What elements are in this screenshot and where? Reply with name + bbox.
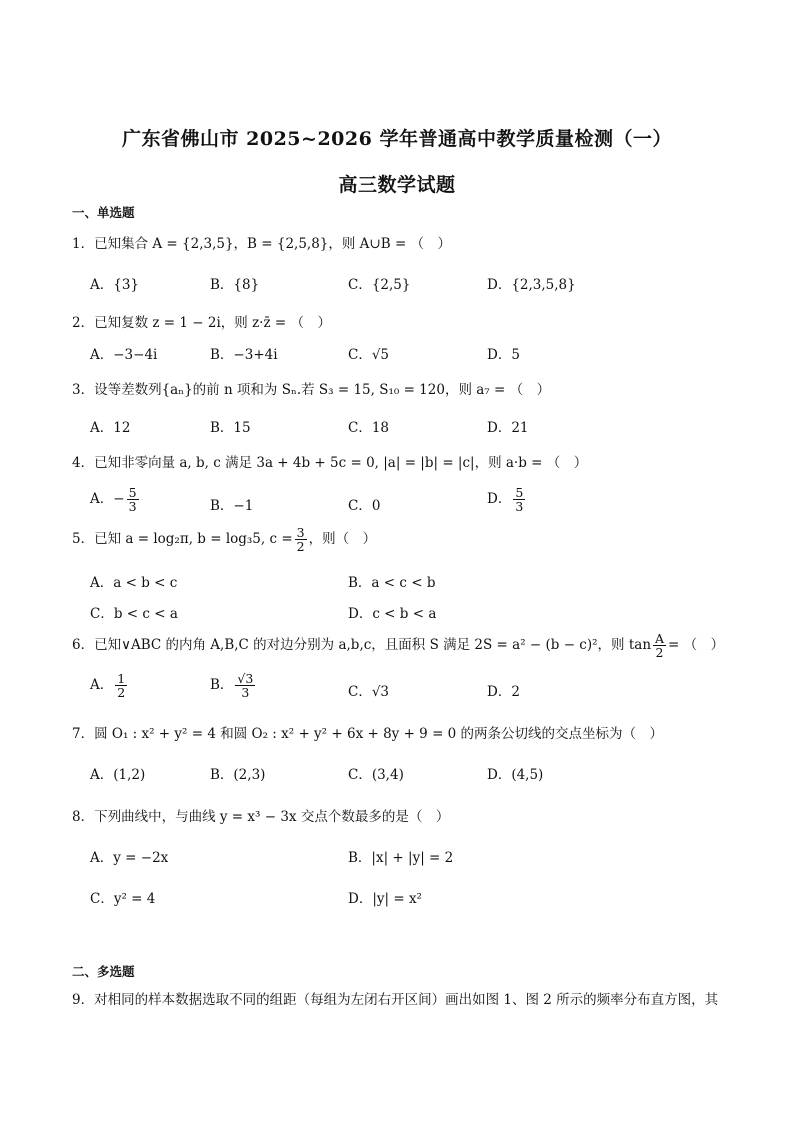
question-2-option-c[interactable]: C．√5 <box>348 347 390 363</box>
question-5-options-row-1 <box>0 571 794 597</box>
question-1-option-a[interactable]: A．{3} <box>90 277 140 293</box>
question-7-stem: 7．圆 O₁ : x² + y² = 4 和圆 O₂ : x² + y² + 6x + 8y + 9 = 0 的两条公切线的交点坐标为（ ） <box>72 726 664 742</box>
question-1-options <box>0 273 794 299</box>
question-5-fraction <box>295 526 307 553</box>
question-2-option-a[interactable]: A．−3−4i <box>90 347 158 363</box>
question-8-option-c[interactable]: C．y² = 4 <box>90 891 156 907</box>
question-4-option-c[interactable]: C．0 <box>348 498 381 514</box>
question-5-stem-start: 5．已知 a = log₂π, b = log₃5, c = <box>72 531 293 548</box>
question-4-option-d-denominator: 3 <box>515 499 524 515</box>
question-7-option-a[interactable]: A．(1,2) <box>90 767 146 783</box>
question-4-option-d-fraction <box>513 486 525 513</box>
question-8-option-a[interactable]: A．y = −2x <box>90 850 169 866</box>
question-5-option-c[interactable]: C．b < c < a <box>90 606 178 622</box>
question-6-option-a-numerator: 1 <box>117 671 126 686</box>
question-4-options <box>0 485 794 515</box>
question-8-option-b[interactable]: B．|x| + |y| = 2 <box>348 850 454 866</box>
question-2-option-d[interactable]: D．5 <box>487 347 520 363</box>
question-5-option-b[interactable]: B．a < c < b <box>348 575 436 591</box>
question-2-options <box>0 343 794 369</box>
question-9-stem: 9．对相同的样本数据选取不同的组距（每组为左闭右开区间）画出如图 1、图 2 所示的频率分布直方图，其 <box>72 992 719 1008</box>
question-7-option-c[interactable]: C．(3,4) <box>348 767 404 783</box>
question-1-stem: 1．已知集合 A = {2,3,5}，B = {2,5,8}，则 A∪B = （ ） <box>72 236 452 252</box>
question-5-denominator: 2 <box>296 539 305 555</box>
question-3-option-d[interactable]: D．21 <box>487 420 529 436</box>
question-6-stem-start: 6．已知∨ABC 的内角 A,B,C 的对边分别为 a,b,c，且面积 S 满足 2S = a² − (b − c)²，则 tan <box>72 637 652 654</box>
question-6-option-a-denominator: 2 <box>117 685 126 701</box>
question-5-stem-end: ，则（ ） <box>308 531 377 548</box>
question-4-option-d-prefix: D． <box>487 491 512 508</box>
question-2-stem: 2．已知复数 z = 1 − 2i，则 z·z̄ = （ ） <box>72 315 331 331</box>
question-8-stem: 8．下列曲线中，与曲线 y = x³ − 3x 交点个数最多的是（ ） <box>72 809 450 825</box>
question-6-numerator: A <box>655 631 665 646</box>
question-4-option-a-denominator: 3 <box>128 499 137 515</box>
question-3-option-b[interactable]: B．15 <box>210 420 251 436</box>
exam-subtitle: 高三数学试题 <box>338 174 456 196</box>
question-1-option-d[interactable]: D．{2,3,5,8} <box>487 277 576 293</box>
question-3-option-c[interactable]: C．18 <box>348 420 390 436</box>
question-4-option-a-fraction <box>127 486 139 513</box>
question-5-option-a[interactable]: A．a < b < c <box>90 575 178 591</box>
question-8-options-row-2 <box>0 887 794 913</box>
question-3-option-a[interactable]: A．12 <box>90 420 131 436</box>
question-4-option-b[interactable]: B．−1 <box>210 498 254 514</box>
question-4-option-a-prefix: A．− <box>90 491 125 508</box>
question-6-option-b-denominator: 3 <box>241 685 250 701</box>
question-8-options-row-1 <box>0 846 794 872</box>
question-5-numerator: 3 <box>296 525 305 540</box>
question-6-option-c[interactable]: C．√3 <box>348 684 390 700</box>
question-2-option-b[interactable]: B．−3+4i <box>210 347 278 363</box>
question-6-denominator: 2 <box>655 645 664 661</box>
exam-title: 广东省佛山市 2025~2026 学年普通高中教学质量检测（一） <box>122 128 672 150</box>
question-6-option-b-fraction <box>235 672 255 699</box>
question-1-option-b[interactable]: B．{8} <box>210 277 260 293</box>
question-4-stem: 4．已知非零向量 a, b, c 满足 3a + 4b + 5c = 0, |a| = |b| = |c|，则 a·b = （ ） <box>72 455 588 471</box>
section-heading-multiple-choice: 二、多选题 <box>72 964 135 979</box>
question-6-options <box>0 671 794 701</box>
question-7-option-b[interactable]: B．(2,3) <box>210 767 266 783</box>
section-heading-single-choice: 一、单选题 <box>72 205 135 220</box>
question-6-option-a-fraction <box>115 672 127 699</box>
question-6-option-d[interactable]: D．2 <box>487 684 520 700</box>
question-4-option-d[interactable] <box>487 486 527 513</box>
question-7-option-d[interactable]: D．(4,5) <box>487 767 544 783</box>
question-6-stem-end: = （ ） <box>668 637 725 654</box>
question-1-option-c[interactable]: C．{2,5} <box>348 277 411 293</box>
question-5-option-d[interactable]: D．c < b < a <box>348 606 437 622</box>
question-4-option-a[interactable] <box>90 486 141 513</box>
question-6-option-b-numerator: √3 <box>237 671 254 686</box>
question-3-options <box>0 416 794 442</box>
question-4-option-d-numerator: 5 <box>515 485 524 500</box>
question-5-stem <box>72 526 376 553</box>
question-7-options <box>0 763 794 789</box>
question-6-fraction <box>653 632 666 659</box>
question-6-option-b[interactable] <box>210 672 257 699</box>
question-6-option-a[interactable] <box>90 672 129 699</box>
question-6-stem <box>72 632 724 659</box>
question-5-options-row-2 <box>0 602 794 628</box>
question-8-option-d[interactable]: D．|y| = x² <box>348 891 422 907</box>
question-3-stem: 3．设等差数列{aₙ}的前 n 项和为 Sₙ.若 S₃ = 15, S₁₀ = 120，则 a₇ = （ ） <box>72 382 551 398</box>
question-6-option-a-prefix: A． <box>90 677 114 694</box>
question-4-option-a-numerator: 5 <box>128 485 137 500</box>
question-6-option-b-prefix: B． <box>210 677 234 694</box>
